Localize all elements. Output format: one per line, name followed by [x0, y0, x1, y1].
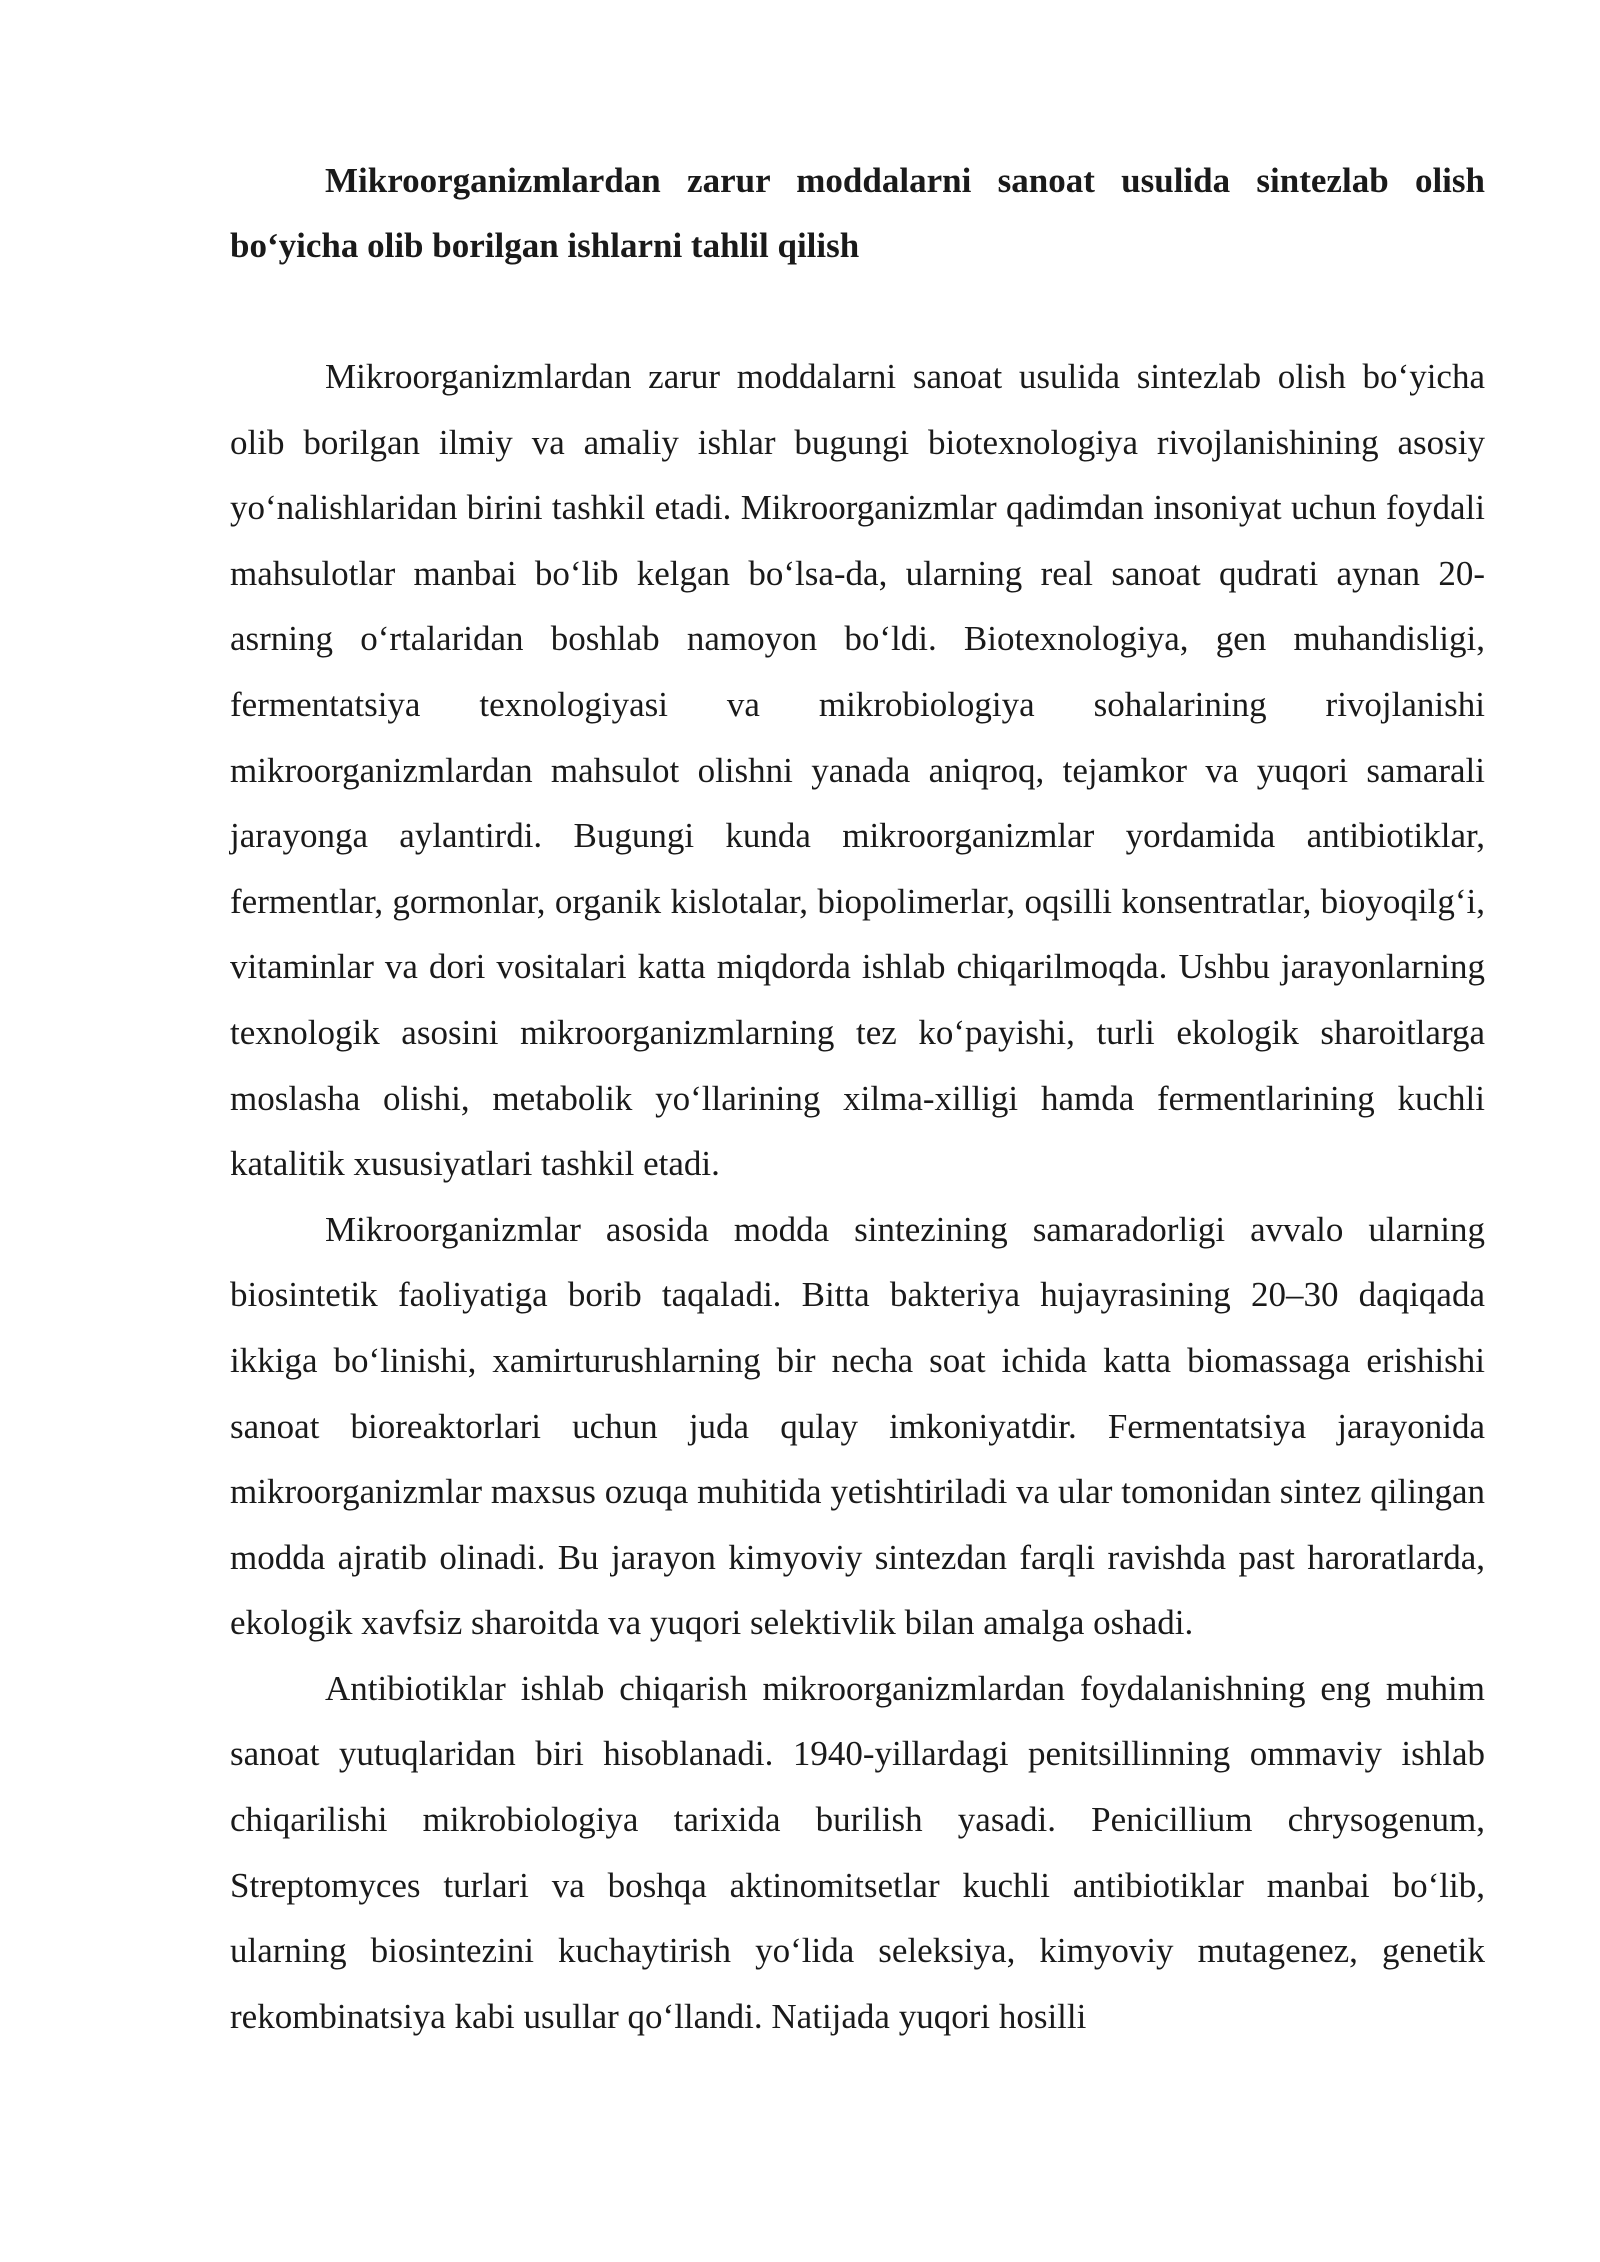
paragraph-efficiency: Mikroorganizmlar asosida modda sintezining samaradorligi avvalo ularning biosintetik faoliyatiga borib taqaladi. Bitta bakteriya hujayrasining 20–30 daqiqada ikkiga bo‘linishi, xamirturushlarning bir necha soat ichida katta biomassaga erishishi sanoat bioreaktorlari uchun juda qulay imkoniyatdir. Fermentatsiya jarayonida mikroorganizmlar maxsus ozuqa muhitida yetishtiriladi va ular tomonidan sintez qilingan modda ajratib olinadi. Bu jarayon kimyoviy sintezdan farqli ravishda past haroratlarda, ekologik xavfsiz sharoitda va yuqori selektivlik bilan amalga oshadi.	[230, 1209, 1485, 1643]
paragraph-antibiotics: Antibiotiklar ishlab chiqarish mikroorganizmlardan foydalanishning eng muhim sanoat yutuqlaridan biri hisoblanadi. 1940-yillardagi penitsillinning ommaviy ishlab chiqarilishi mikrobiologiya tarixida burilish yasadi. Penicillium chrysogenum, Streptomyces turlari va boshqa aktinomitsetlar kuchli antibiotiklar manbai bo‘lib, ularning biosintezini kuchaytirish yo‘lida seleksiya, kimyoviy mutagenez, genetik rekombinatsiya kabi usullar qo‘llandi. Natijada yuqori hosilli	[230, 1668, 1485, 2036]
paragraph-intro: Mikroorganizmlardan zarur moddalarni sanoat usulida sintezlab olish bo‘yicha olib borilgan ilmiy va amaliy ishlar bugungi biotexnologiya rivojlanishining asosiy yo‘nalishlaridan birini tashkil etadi. Mikroorganizmlar qadimdan insoniyat uchun foydali mahsulotlar manbai bo‘lib kelgan bo‘lsa-da, ularning real sanoat qudrati aynan 20-asrning o‘rtalaridan boshlab namoyon bo‘ldi. Biotexnologiya, gen muhandisligi, fermentatsiya texnologiyasi va mikrobiologiya sohalarining rivojlanishi mikroorganizmlardan mahsulot olishni yanada aniqroq, tejamkor va yuqori samarali jarayonga aylantirdi. Bugungi kunda mikroorganizmlar yordamida antibiotiklar, fermentlar, gormonlar, organik kislotalar, biopolimerlar, oqsilli konsentratlar, bioyoqilg‘i, vitaminlar va dori vositalari katta miqdorda ishlab chiqarilmoqda. Ushbu jarayonlarning texnologik asosini mikroorganizmlarning tez ko‘payishi, turli ekologik sharoitlarga moslasha olishi, metabolik yo‘llarining xilma-xilligi hamda fermentlarining kuchli katalitik xususiyatlari tashkil etadi.	[230, 357, 1485, 1184]
document-body	[230, 148, 1485, 2049]
document-title: Mikroorganizmlardan zarur moddalarni sanoat usulida sintezlab olish bo‘yicha olib borilgan ishlarni tahlil qilish	[230, 161, 1485, 265]
